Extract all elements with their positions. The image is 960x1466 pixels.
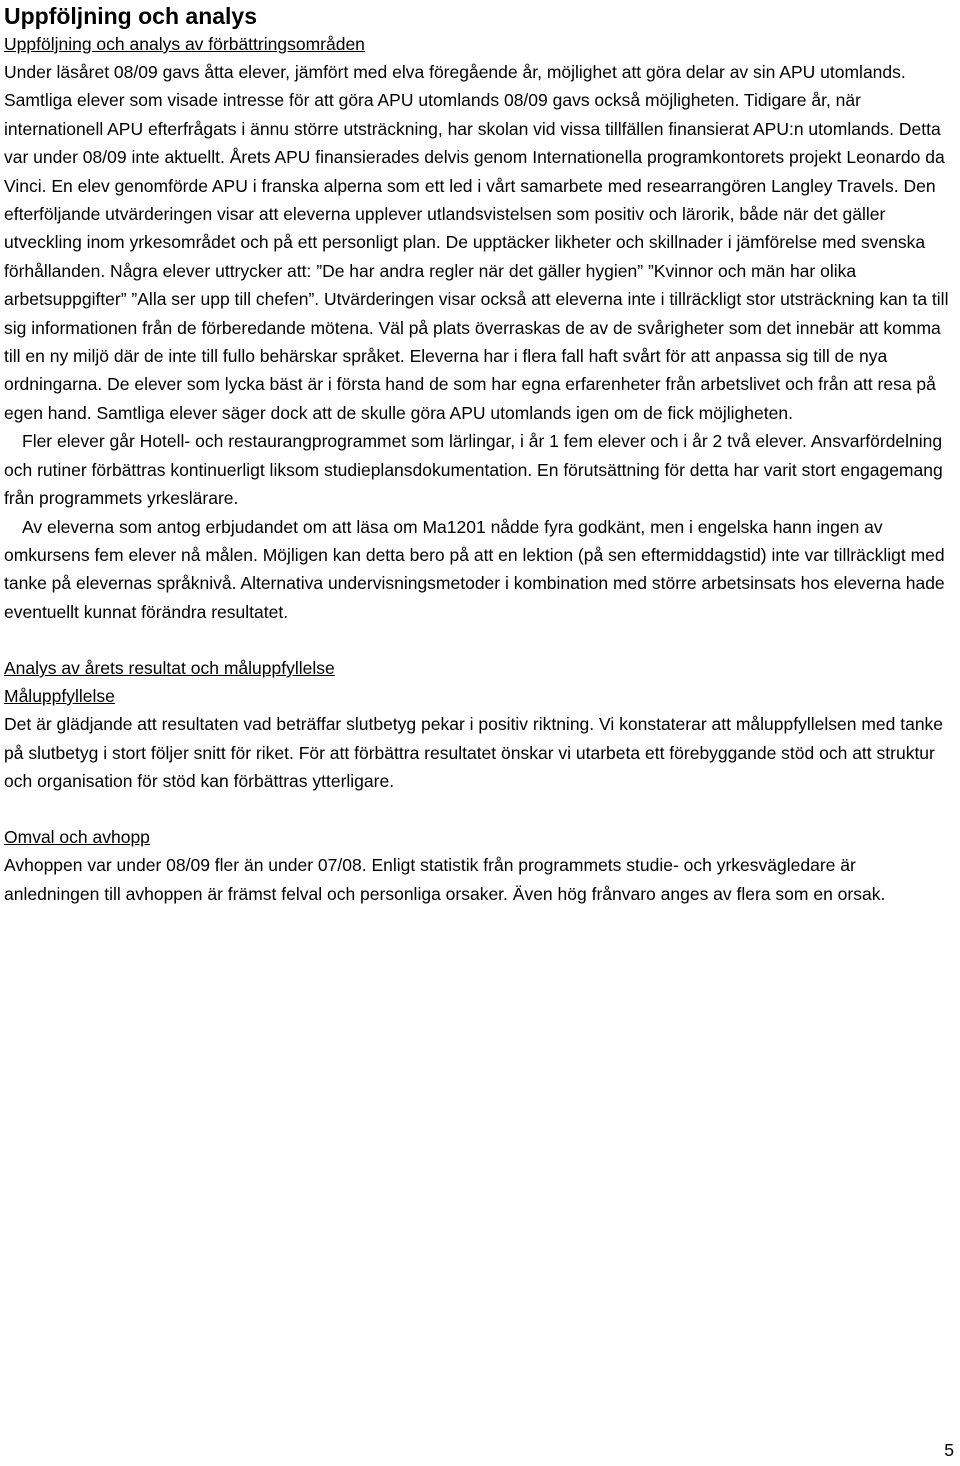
paragraph-goal-fulfilment: Det är glädjande att resultaten vad beträffar slutbetyg pekar i positiv riktning. Vi konstaterar att måluppfyllelsen med tanke på slutbetyg i stort följer snitt för riket. För att förbättra resultatet önskar vi utarbeta ett förebyggande stöd och att struktur och organisation för stöd kan förbättras ytterligare.: [4, 714, 944, 791]
paragraph-dropouts: Avhoppen var under 08/09 fler än under 07/08. Enligt statistik från programmets studie- och yrkesvägledare är anledningen till avhoppen är främst felval och personliga orsaker. Även hög frånvaro anges av flera som en orsak.: [4, 855, 886, 904]
section-heading-improvement: Uppföljning och analys av förbättringsområden: [4, 34, 365, 54]
section-heading-analysis: Analys av årets resultat och måluppfyllelse: [4, 658, 335, 679]
paragraph-retake-results: Av eleverna som antog erbjudandet om att läsa om Ma1201 nådde fyra godkänt, men i engelska hann ingen av omkursens fem elever nå målen. Möjligen kan detta bero på att en lektion (på sen eftermiddagstid) inte var tillräckligt med tanke på elevernas språknivå. Alternativa undervisningsmetoder i kombination med större arbetsinsats hos eleverna hade eventuellt kunnat förändra resultatet.: [4, 516, 945, 622]
paragraph-apprentices: Fler elever går Hotell- och restaurangprogrammet som lärlingar, i år 1 fem elever och i år 2 två elever. Ansvarfördelning och rutiner förbättras kontinuerligt liksom studieplansdokumentation. En förutsättning för detta har varit stort engagemang från programmets yrkeslärare.: [4, 431, 943, 509]
spacer: [4, 626, 956, 654]
paragraph-apu-abroad: Under läsåret 08/09 gavs åtta elever, jämfört med elva föregående år, möjlighet att göra delar av sin APU utomlands. Samtliga elever som visade intresse för att göra APU utomlands 08/09 gavs också möjligheten. Tidigare år, när internationell APU efterfrågats i ännu större utsträckning, har skolan vid vissa tillfällen finansierat APU:n utomlands. Detta var under 08/09 inte aktuellt. Årets APU finansierades delvis genom Internationella programkontorets projekt Leonardo da Vinci. En elev genomförde APU i franska alperna som ett led i vårt samarbete med researrangören Langley Travels. Den efterföljande utvärderingen visar att eleverna upplever utlandsvistelsen som positiv och lärorik, både när det gäller utveckling inom yrkesområdet och på ett personligt plan. De upptäcker likheter och skillnader i jämförelse med svenska förhållanden. Några elever uttrycker att: ”De har andra regler när det gäller hygien” ”Kvinnor och män har olika arbetsuppgifter” ”Alla ser upp till chefen”. Utvärderingen visar också att eleverna inte i tillräckligt stor utsträckning kan ta till sig informationen från de förberedande mötena. Väl på plats överraskas de av de svårigheter som det innebär att komma till en ny miljö där de inte till fullo behärskar språket. Eleverna har i flera fall haft svårt för att anpassa sig till de nya ordningarna. De elever som lycka bäst är i första hand de som har egna erfarenheter från arbetslivet och från att resa på egen hand. Samtliga elever säger dock att de skulle göra APU utomlands igen om de fick möjligheten.: [4, 62, 949, 423]
subheading-goal-fulfilment: Måluppfyllelse: [4, 686, 115, 707]
page-number: 5: [944, 1440, 954, 1460]
document-page: [4, 0, 956, 908]
page-title: Uppföljning och analys: [4, 3, 258, 29]
section-heading-dropouts: Omval och avhopp: [4, 827, 150, 848]
spacer: [4, 795, 956, 823]
